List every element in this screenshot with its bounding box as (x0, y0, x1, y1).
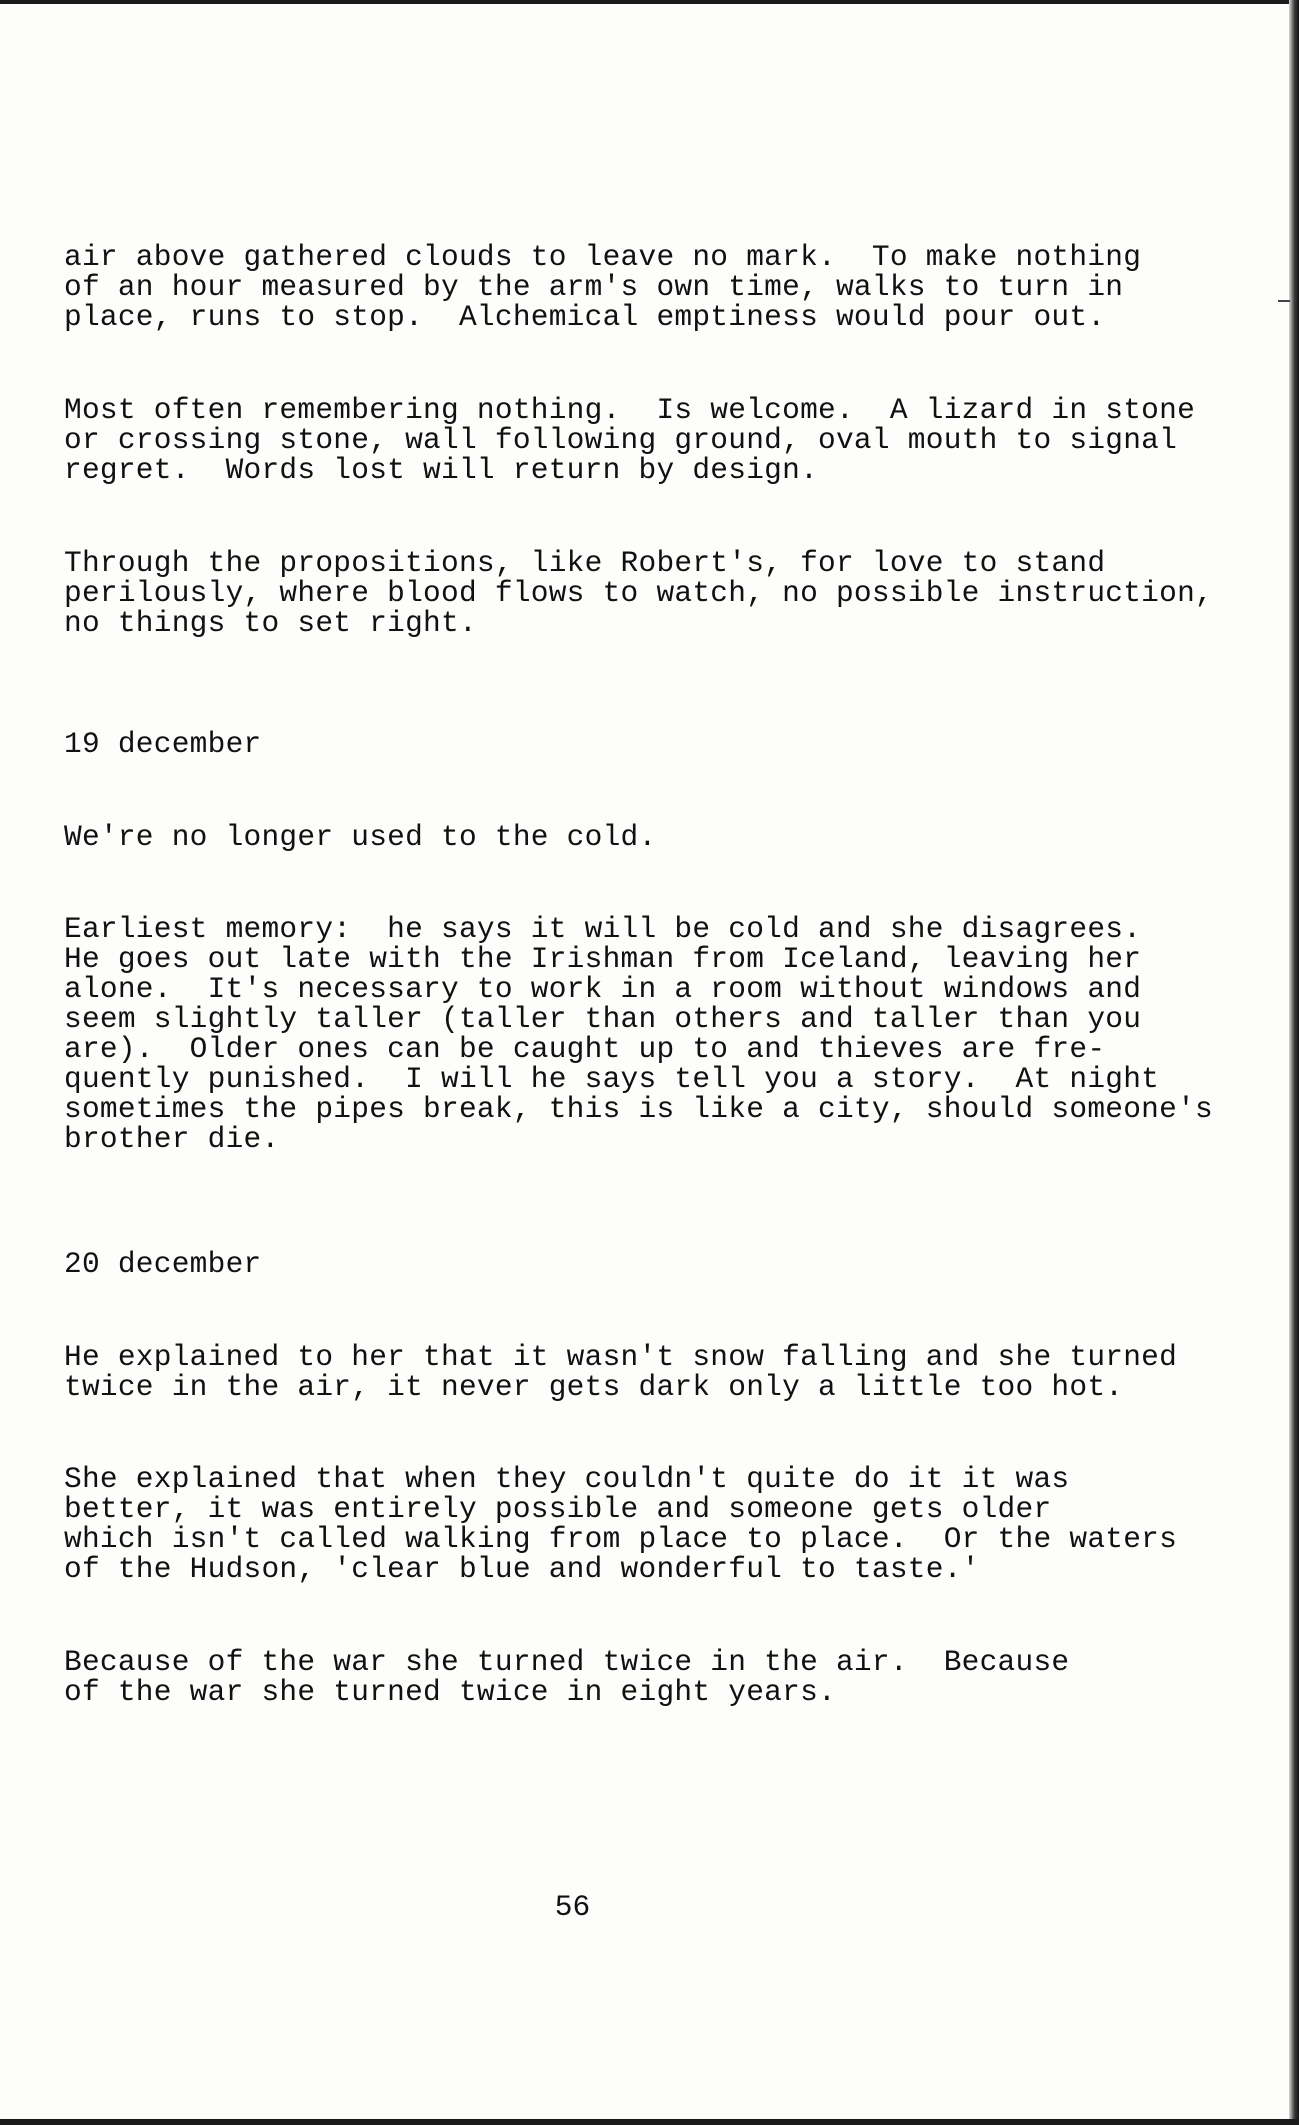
scan-edge-bottom (0, 2119, 1299, 2125)
text-line: perilously, where blood flows to watch, no possible instruction, (64, 576, 1213, 610)
text-line: of the war she turned twice in eight years. (64, 1675, 836, 1709)
text-line: We're no longer used to the cold. (64, 820, 657, 854)
text-line: alone. It's necessary to work in a room without windows and (64, 972, 1142, 1006)
text-line: of the Hudson, 'clear blue and wonderful to taste.' (64, 1552, 980, 1586)
text-line: sometimes the pipes break, this is like a city, should someone's (64, 1092, 1213, 1126)
scan-edge-top (0, 0, 1299, 4)
scan-edge-right (1289, 0, 1299, 2125)
text-line: She explained that when they couldn't quite do it it was (64, 1462, 1070, 1496)
text-line: better, it was entirely possible and someone gets older (64, 1492, 1052, 1526)
text-line: are). Older ones can be caught up to and thieves are fre- (64, 1032, 1106, 1066)
text-line: Through the propositions, like Robert's, for love to stand (64, 546, 1106, 580)
text-line: which isn't called walking from place to place. Or the waters (64, 1522, 1178, 1556)
text-line: quently punished. I will he says tell you a story. At night (64, 1062, 1160, 1096)
text-line: He goes out late with the Irishman from Iceland, leaving her (64, 942, 1142, 976)
text-line: place, runs to stop. Alchemical emptiness would pour out. (64, 300, 1106, 334)
text-line: brother die. (64, 1122, 280, 1156)
text-line: seem slightly taller (taller than others and taller than you (64, 1002, 1142, 1036)
text-line: no things to set right. (64, 606, 477, 640)
text-line: regret. Words lost will return by design. (64, 453, 819, 487)
scan-mark (1278, 300, 1290, 302)
text-line: Most often remembering nothing. Is welcome. A lizard in stone (64, 393, 1196, 427)
date-heading: 19 december (64, 727, 262, 761)
text-line: or crossing stone, wall following ground, oval mouth to signal (64, 423, 1178, 457)
text-line: Earliest memory: he says it will be cold and she disagrees. (64, 912, 1142, 946)
page-number: 56 (554, 1890, 591, 1924)
text-line: air above gathered clouds to leave no mark. To make nothing (64, 240, 1142, 274)
date-heading: 20 december (64, 1247, 262, 1281)
text-line: He explained to her that it wasn't snow falling and she turned (64, 1340, 1178, 1374)
text-line: Because of the war she turned twice in the air. Because (64, 1645, 1070, 1679)
text-line: twice in the air, it never gets dark only a little too hot. (64, 1370, 1124, 1404)
text-line: of an hour measured by the arm's own time, walks to turn in (64, 270, 1124, 304)
